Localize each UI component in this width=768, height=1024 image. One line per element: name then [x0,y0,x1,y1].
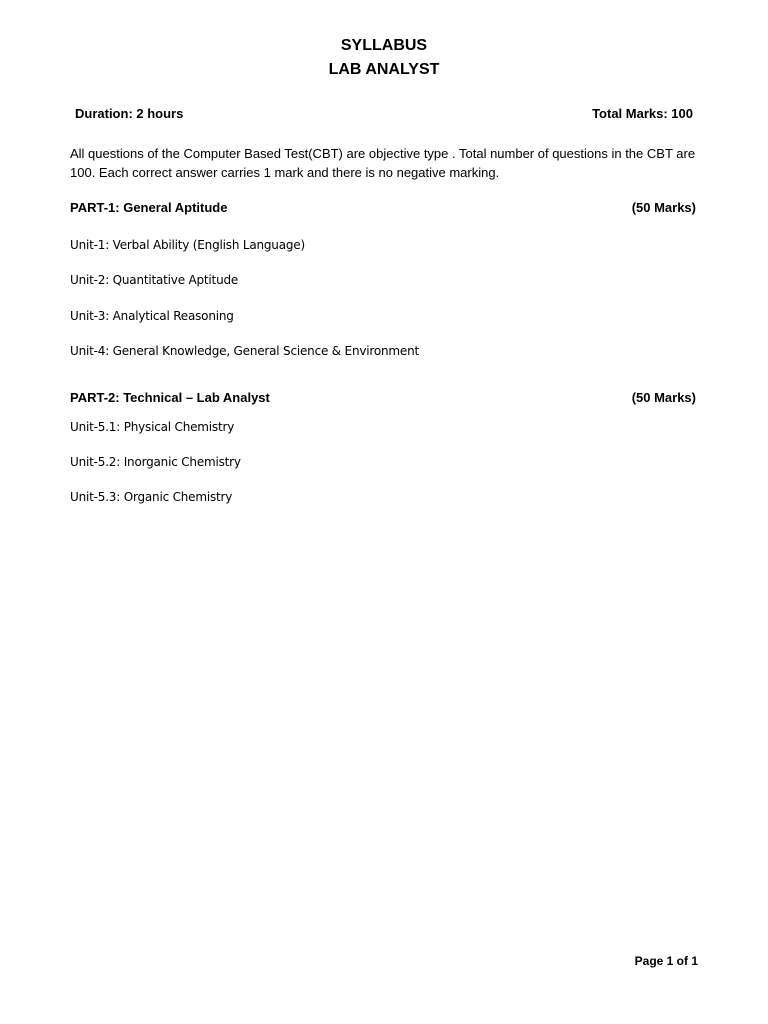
unit-item: Unit-4: General Knowledge, General Science & Environment [70,344,419,358]
duration-label: Duration: 2 hours [75,106,184,121]
unit-item: Unit-3: Analytical Reasoning [70,309,234,323]
unit-item: Unit-5.2: Inorganic Chemistry [70,455,241,469]
total-marks-label: Total Marks: 100 [592,106,693,121]
unit-item: Unit-1: Verbal Ability (English Language) [70,238,305,252]
document-title: SYLLABUS [340,37,428,54]
document-subtitle: LAB ANALYST [328,61,440,78]
part-2-title: PART-2: Technical – Lab Analyst [70,390,270,405]
unit-item: Unit-5.1: Physical Chemistry [70,420,235,434]
unit-item: Unit-2: Quantitative Aptitude [70,273,239,287]
part-1-marks: (50 Marks) [631,200,696,215]
part-1-title: PART-1: General Aptitude [70,200,228,215]
part-2-heading [70,390,696,405]
part-1-heading [70,200,696,215]
unit-item: Unit-5.3: Organic Chemistry [70,490,233,504]
part-2-marks: (50 Marks) [631,390,696,405]
intro-paragraph: All questions of the Computer Based Test(CBT) are objective type . Total number of questions in the CBT are 100. Each correct answer carries 1 mark and there is no negative marking. [70,146,696,180]
page-number: Page 1 of 1 [634,954,698,968]
